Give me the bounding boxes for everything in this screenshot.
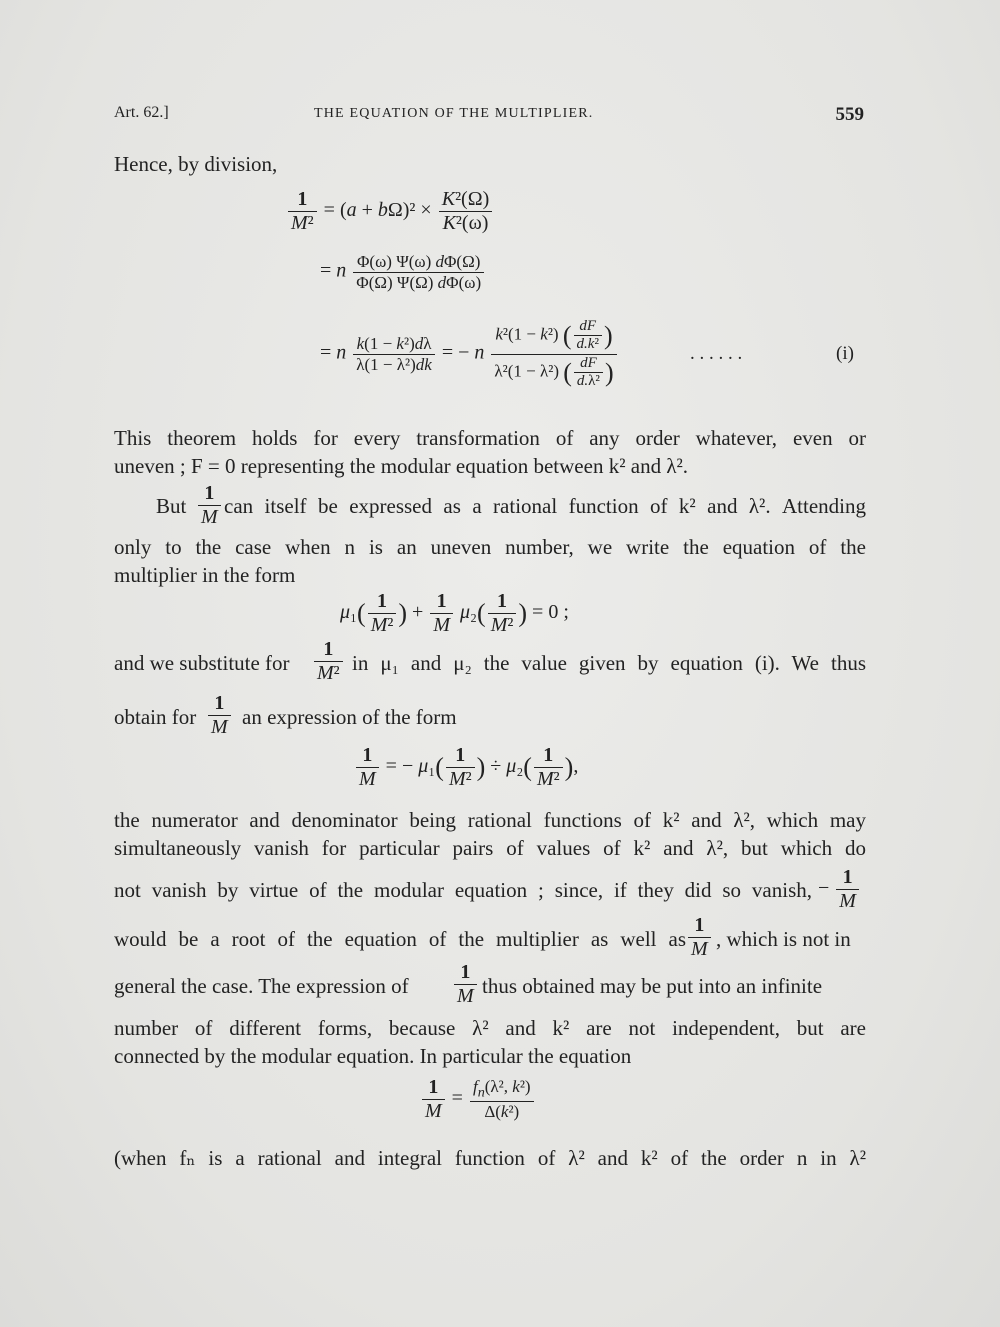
paragraph-5-line-5-start: general the case. The expression of xyxy=(114,974,409,998)
paragraph-5-line-5-end: thus obtained may be put into an infinite xyxy=(482,974,823,998)
multiplier-equation: μ₁( $\frac{1}{\text{M²}}$ ) + $\frac{1}{M}$ μ₂( $\frac{1}{\text{M²}}$ ) = 0 ; xyxy=(340,590,569,636)
paragraph-2-line-2: only to the case when n is an uneven number, we write the equation of the xyxy=(114,535,866,559)
final-equation: $\frac{1}{M}$ = $\frac{f_n(\lambda^2, k^2)}{\text{Δ(k²)}}$ xyxy=(420,1076,536,1123)
paragraph-4-start: obtain for xyxy=(114,705,197,729)
paragraph-2-line-3: multiplier in the form xyxy=(114,563,296,587)
fraction-1-over-M-2: $\frac{1}{M}$ xyxy=(206,692,233,739)
equation-line-3: = n $\frac{\text{k(1 − k²)dλ}}{\text{λ(1 − λ²)dk}}$ = − n k²(1 − k²) ( $\frac{dF}{\text{d.k²}}$ ) λ²(1 − λ²) ( $\frac{dF}{\text{d.λ²}}$ ) xyxy=(320,318,619,390)
equation-line-1: $\frac{1}{\text{M²}}$ = (a + bΩ)² × $\frac{\text{K²(Ω)}}{\text{K²(ω)}}$ xyxy=(286,188,494,235)
fraction-1-over-M2: $\frac{1}{\text{M²}}$ xyxy=(312,638,345,685)
paragraph-5-line-2: simultaneously vanish for particular pairs of values of k² and λ², but which do xyxy=(114,836,866,860)
fraction-1-over-M-4: $\frac{1}{M}$ xyxy=(452,961,479,1008)
paragraph-1-line-1: This theorem holds for every transformation of any order whatever, even or xyxy=(114,426,866,450)
fraction-1-over-M: $\frac{1}{M}$ xyxy=(196,482,223,529)
paragraph-5-line-4-end: , which is not in xyxy=(716,927,851,951)
paragraph-3-start: and we substitute for xyxy=(114,651,290,675)
running-header xyxy=(114,104,864,128)
paragraph-5-line-1: the numerator and denominator being rational functions of k² and λ², which may xyxy=(114,808,866,832)
paragraph-3-end: in μ₁ and μ₂ the value given by equation (i). We thus xyxy=(352,651,866,675)
article-number: Art. 62.] xyxy=(114,104,169,121)
page-number: 559 xyxy=(835,104,864,125)
paragraph-5-line-7: connected by the modular equation. In particular the equation xyxy=(114,1044,632,1068)
paragraph-5-line-4-start: would be a root of the equation of the multiplier as well as xyxy=(114,927,686,951)
running-title: THE EQUATION OF THE MULTIPLIER. xyxy=(314,106,594,121)
paragraph-6-line-1: (when fₙ is a rational and integral function of λ² and k² of the order n in λ² xyxy=(114,1146,866,1170)
intro-line: Hence, by division, xyxy=(114,152,278,176)
equation-line-2: = n $\frac{\Phi(\omega) \Psi(\omega) d\Phi(\Omega)}{\Phi(\Omega) \Psi(\Omega) d\Phi(\omega)}$ xyxy=(320,252,486,292)
expression-equation: $\frac{1}{M}$ = − μ₁( $\frac{1}{\text{M²}}$ ) ÷ μ₂( $\frac{1}{\text{M²}}$ ), xyxy=(354,744,578,791)
paragraph-1-line-2: uneven ; F = 0 representing the modular equation between k² and λ². xyxy=(114,454,689,478)
neg-fraction-1-over-M: − $\frac{1}{M}$ xyxy=(818,866,861,913)
paragraph-2-line-1: can itself be expressed as a rational function of k² and λ². Attending xyxy=(224,494,866,518)
paragraph-2-but: But xyxy=(156,494,187,518)
paragraph-5-line-3: not vanish by virtue of the modular equation ; since, if they did so vanish, xyxy=(114,878,812,902)
paragraph-4-end: an expression of the form xyxy=(242,705,457,729)
equation-dots: . . . . . . xyxy=(690,343,743,364)
fraction-1-over-M-3: $\frac{1}{M}$ xyxy=(686,914,713,961)
paragraph-5-line-6: number of different forms, because λ² and k² are not independent, but are xyxy=(114,1016,866,1040)
equation-label-i: (i) xyxy=(836,343,854,364)
